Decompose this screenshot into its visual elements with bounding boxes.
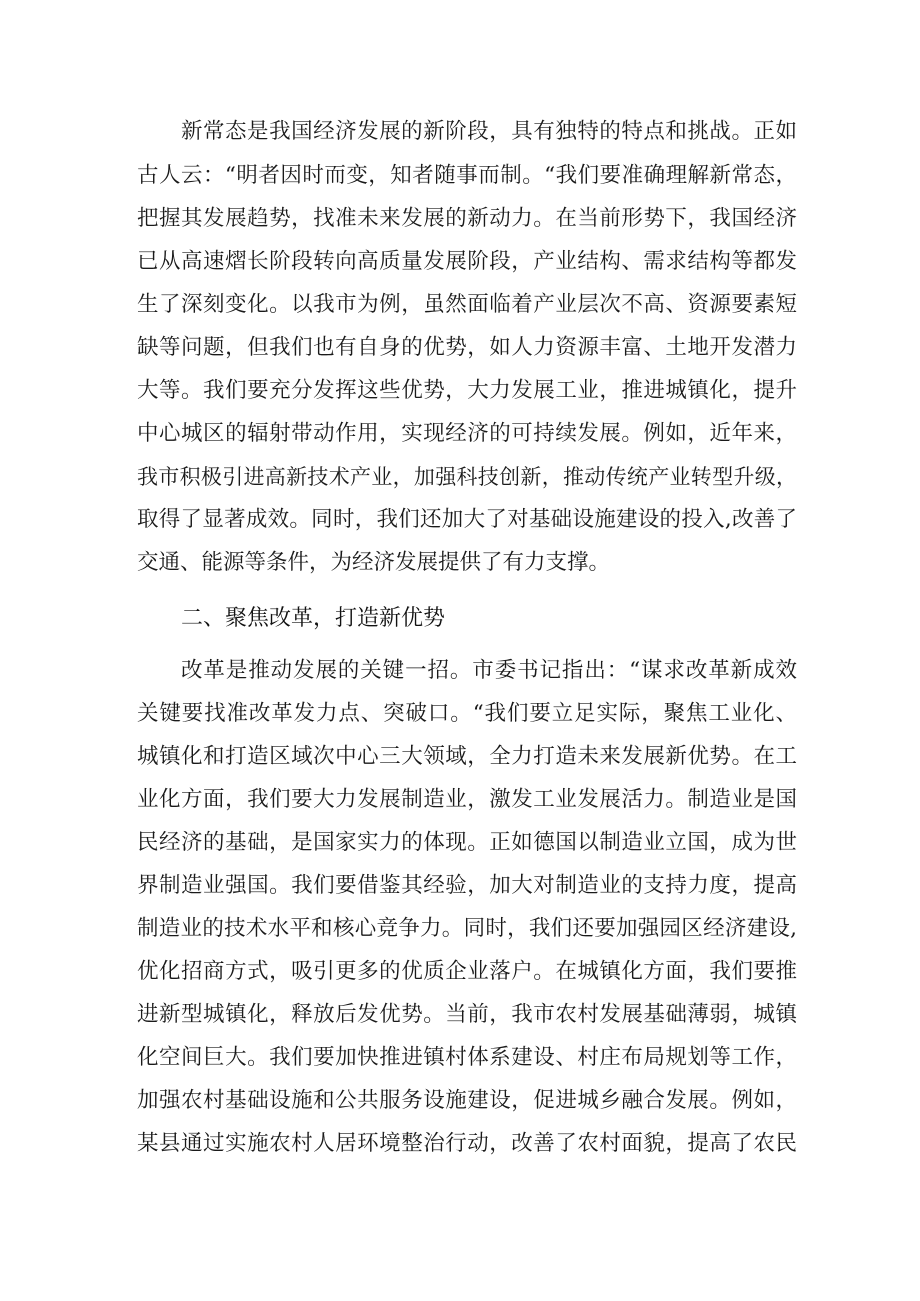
paragraph1-line: 古人云：“明者因时而变，知者随事而制。“我们要准确理解新常态， xyxy=(137,163,797,188)
paragraph1-line: 取得了显著成效。同时，我们还加大了对基础设施建设的投入,改善了 xyxy=(137,507,797,532)
section-heading: 二、聚焦改革，打造新优势 xyxy=(181,606,446,631)
paragraph1-line: 中心城区的辐射带动作用，实现经济的可持续发展。例如，近年来， xyxy=(137,421,797,446)
paragraph1-line: 已从高速熠长阶段转向高质量发展阶段，产业结构、需求结构等都发 xyxy=(137,249,797,274)
paragraph2-line: 加强农村基础设施和公共服务设施建设，促进城乡融合发展。例如， xyxy=(137,1088,797,1113)
paragraph2-line: 化空间巨大。我们要加快推进镇村体系建设、村庄布局规划等工作， xyxy=(137,1045,797,1070)
paragraph2-line: 进新型城镇化，释放后发优势。当前，我市农村发展基础薄弱，城镇 xyxy=(137,1002,797,1027)
paragraph1-line: 我市积极引进高新技术产业，加强科技创新，推动传统产业转型升级， xyxy=(137,465,797,489)
paragraph2-line: 制造业的技术水平和核心竞争力。同时，我们还要加强园区经济建设, xyxy=(137,916,797,941)
paragraph2-line: 改革是推动发展的关键一招。市委书记指出：“谋求改革新成效 xyxy=(181,658,797,683)
paragraph1-line: 把握其发展趋势，找准未来发展的新动力。在当前形势下，我国经济 xyxy=(137,206,797,231)
paragraph2-line: 优化招商方式，吸引更多的优质企业落户。在城镇化方面，我们要推 xyxy=(137,959,797,984)
paragraph2-line: 界制造业强国。我们要借鉴其经验，加大对制造业的支持力度，提高 xyxy=(137,873,797,898)
paragraph1-line: 交通、能源等条件，为经济发展提供了有力支撑。 xyxy=(137,550,611,575)
paragraph2-line: 某县通过实施农村人居环境整治行动，改善了农村面貌，提高了农民 xyxy=(137,1131,797,1156)
paragraph2-line: 关键要找准改革发力点、突破口。“我们要立足实际，聚焦工业化、 xyxy=(137,701,797,726)
paragraph1-line: 缺等问题，但我们也有自身的优势，如人力资源丰富、土地开发潜力 xyxy=(137,335,797,360)
paragraph1-line: 生了深刻变化。以我市为例，虽然面临着产业层次不高、资源要素短 xyxy=(137,292,797,317)
paragraph1-line: 新常态是我国经济发展的新阶段，具有独特的特点和挑战。正如 xyxy=(181,119,797,144)
paragraph2-line: 业化方面，我们要大力发展制造业，激发工业发展活力。制造业是国 xyxy=(137,787,797,812)
paragraph2-line: 民经济的基础，是国家实力的体现。正如德国以制造业立国，成为世 xyxy=(137,830,797,855)
paragraph2-line: 城镇化和打造区域次中心三大领域，全力打造未来发展新优势。在工 xyxy=(137,744,797,769)
paragraph1-line: 大等。我们要充分发挥这些优势，大力发展工业，推进城镇化，提升 xyxy=(137,378,797,403)
